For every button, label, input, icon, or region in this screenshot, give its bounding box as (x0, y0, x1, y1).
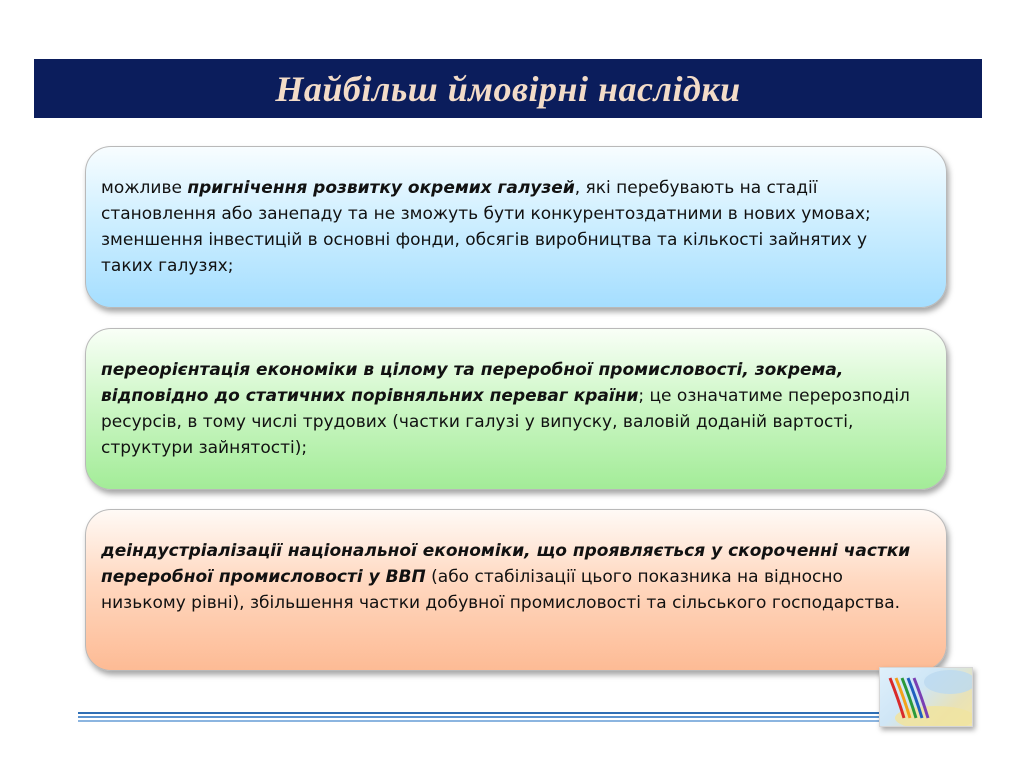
consequence-text-1 (101, 175, 924, 279)
footer-line-1 (78, 712, 886, 714)
card-1-bold: пригнічення розвитку окремих галузей (187, 178, 575, 198)
consequence-card-3 (85, 509, 947, 671)
wto-logo-graphic (880, 668, 972, 726)
card-2-suffix: ; це означатиме перерозподіл ресурсів, в тому числі трудових (частки галузі у випуску, валовій доданій вартості, структури зайнятості); (101, 386, 910, 458)
footer-line-2 (78, 716, 886, 718)
consequence-text-3 (101, 538, 924, 616)
wto-logo-icon (879, 667, 973, 727)
card-3-suffix: (або стабілізації цього показника на відносно низькому рівні), збільшення частки добувної промисловості та сільського господарства. (101, 567, 901, 613)
card-2-bold: переорієнтація економіки в цілому та переробної промисловості, зокрема, відповідно до статичних порівняльних переваг країни (101, 360, 844, 406)
card-3-bold: деіндустріалізації національної економіки, що проявляється у скороченні частки переробної промисловості у ВВП (101, 541, 911, 587)
slide-title: Найбільш ймовірні наслідки (275, 68, 741, 109)
consequence-card-1 (85, 146, 947, 308)
footer-divider (78, 712, 886, 724)
footer-line-3 (78, 720, 886, 722)
consequence-text-2 (101, 357, 924, 461)
card-1-suffix: , які перебувають на стадії становлення або занепаду та не зможуть бути конкурентоздатними в нових умовах; зменшення інвестицій в основні фонди, обсягів виробництва та кількості зайнятих у таких галузях; (101, 178, 871, 276)
card-1-prefix: можливе (101, 178, 188, 198)
consequence-card-2 (85, 328, 947, 490)
title-bar (34, 59, 982, 118)
